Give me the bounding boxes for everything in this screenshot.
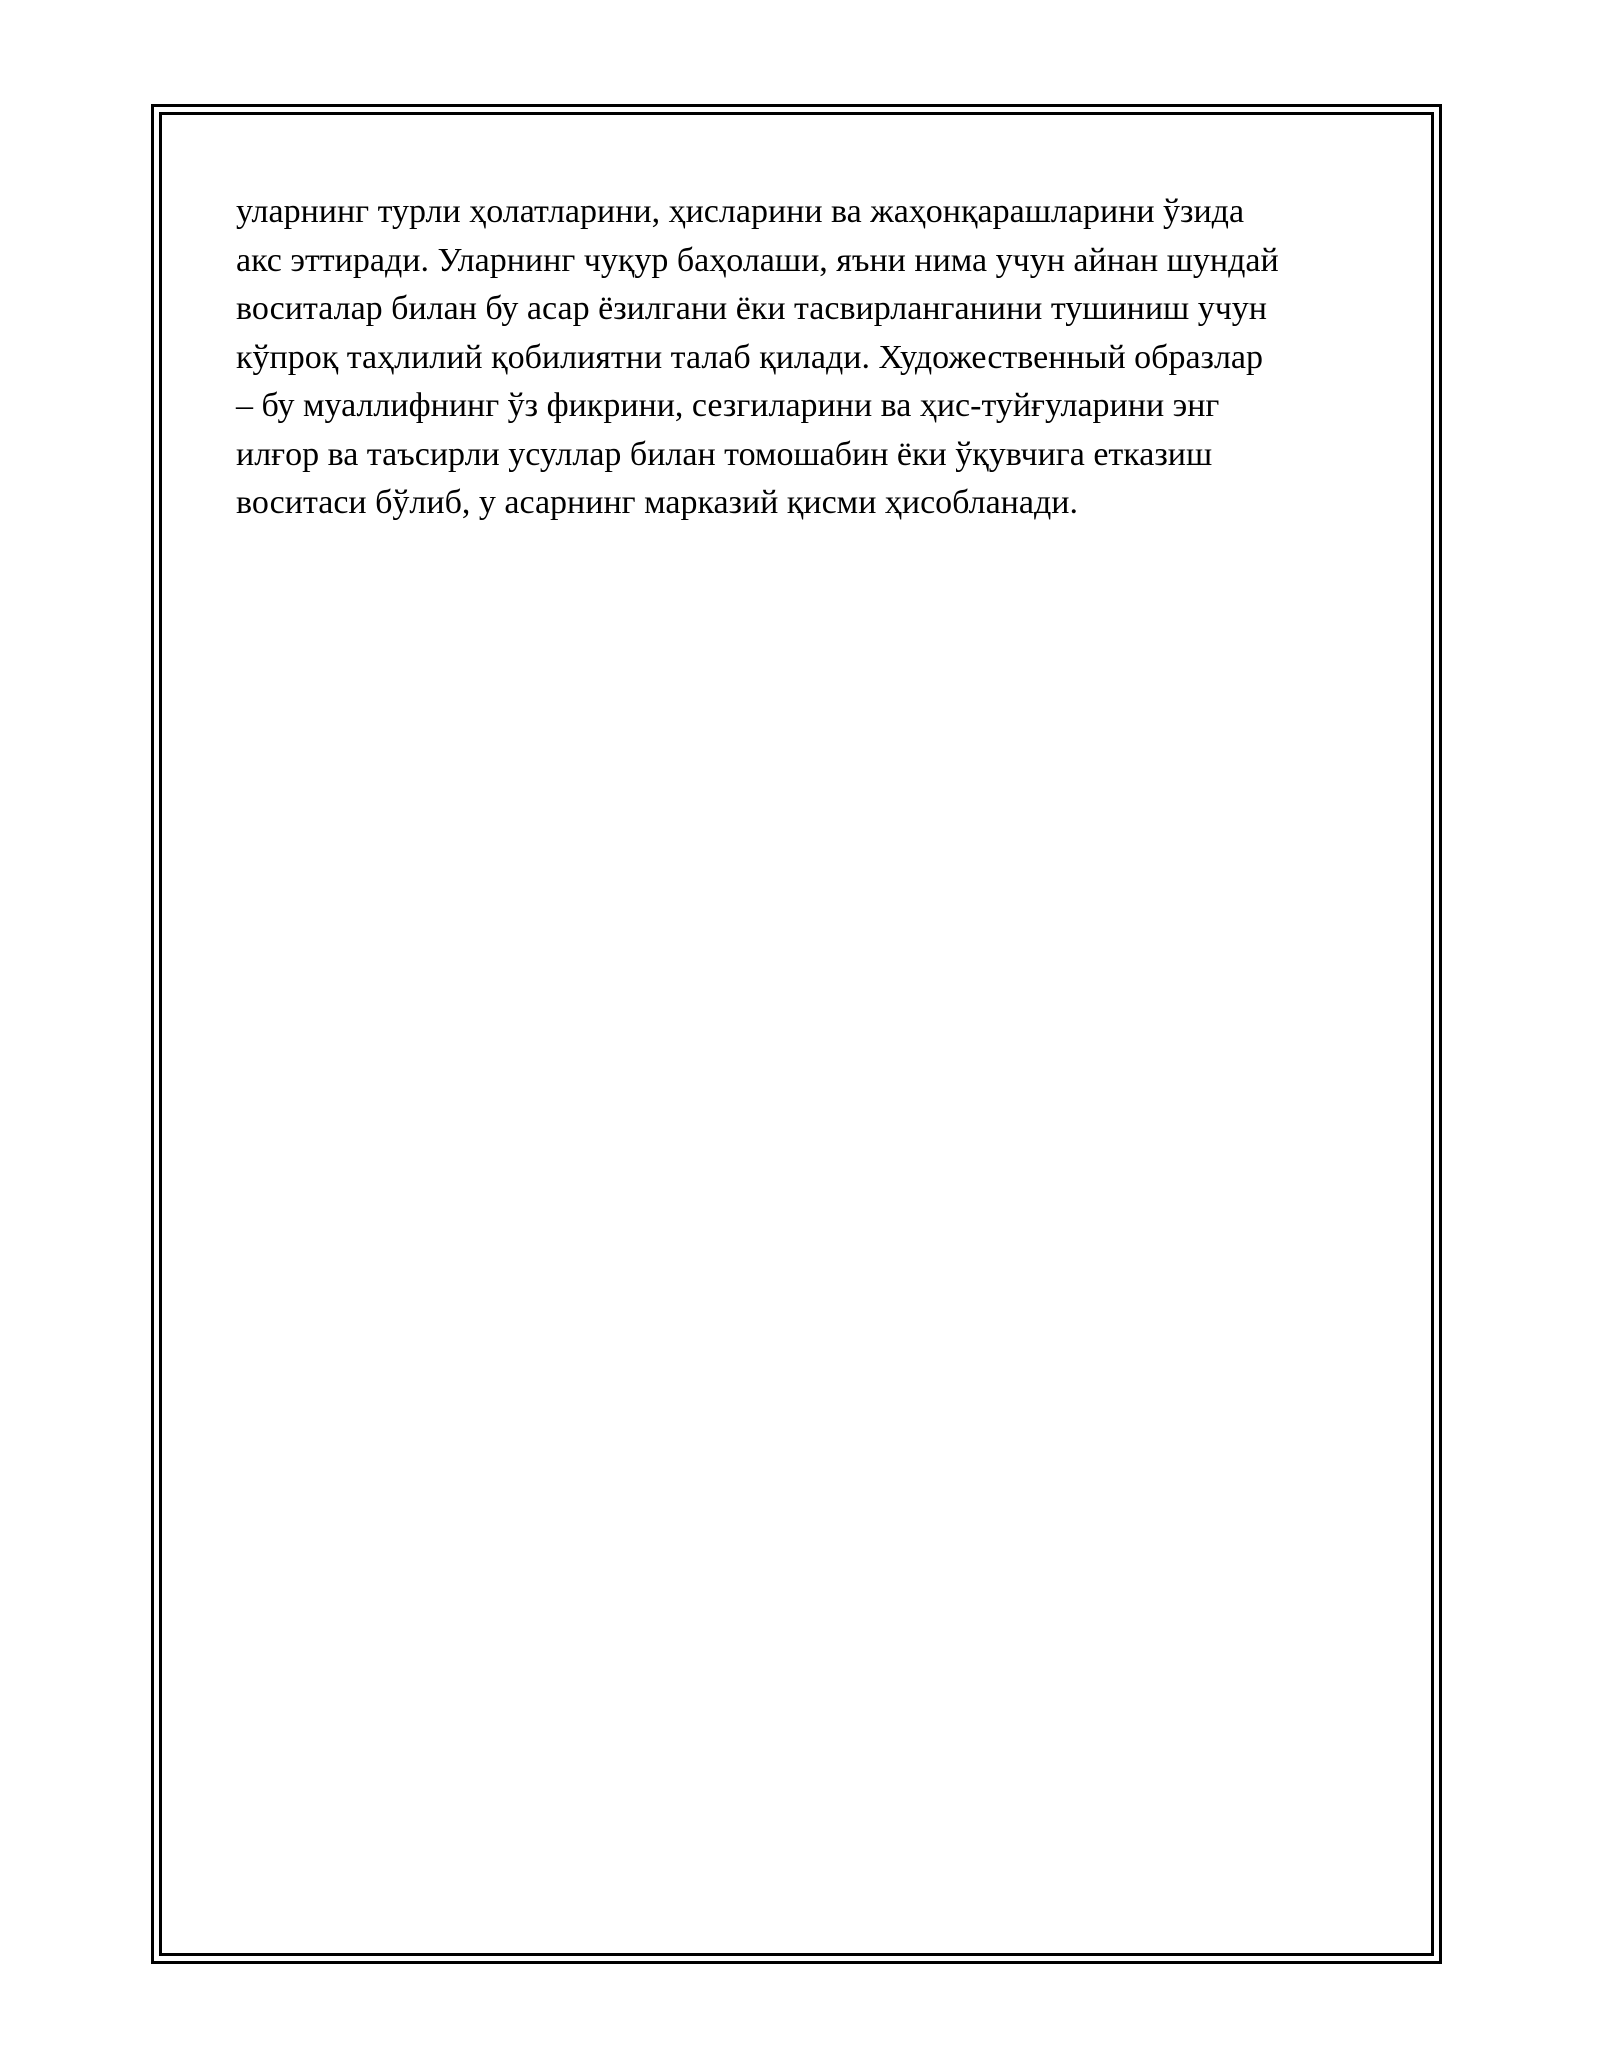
text-line: кўпроқ таҳлилий қобилиятни талаб қилади. Художественный образлар [236, 338, 1264, 376]
text-line: акс эттиради. Уларнинг чуқур баҳолаши, яъни нима учун айнан шундай [236, 241, 1279, 279]
text-line: илғор ва таъсирли усуллар билан томошабин ёки ўқувчига етказиш [236, 435, 1213, 473]
text-line: – бу муаллифнинг ўз фикрини, сезгиларини ва ҳис-туйғуларини энг [236, 387, 1220, 424]
text-line: уларнинг турли ҳолатларини, ҳисларини ва жаҳонқарашларини ўзида [236, 193, 1245, 230]
body-paragraph [236, 188, 1386, 528]
text-line: воситаси бўлиб, у асарнинг марказий қисми ҳисобланади. [236, 484, 1078, 521]
text-line: воситалар билан бу асар ёзилгани ёки тасвирланганини тушиниш учун [236, 290, 1268, 327]
